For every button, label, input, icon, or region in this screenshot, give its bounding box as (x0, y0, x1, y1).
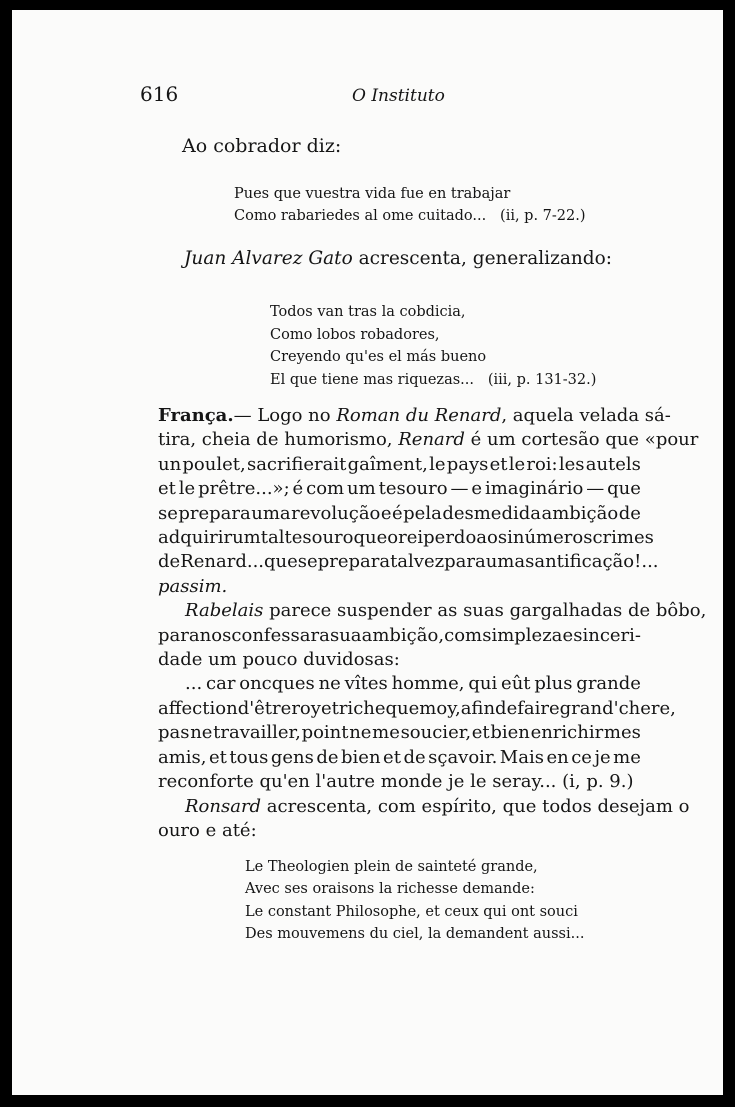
verse-line: Como lobos robadores, (270, 326, 440, 343)
word: pays (446, 453, 489, 475)
word: crimes (592, 527, 654, 549)
word: gens (270, 746, 314, 768)
word: homme, (391, 673, 465, 695)
word: qui (468, 673, 498, 695)
word: vîtes (344, 673, 388, 695)
word: se (297, 551, 318, 573)
word: simpleza (482, 624, 563, 646)
word: le (178, 478, 196, 500)
body-line: Rabelais parece suspender as suas gargalhadas de bôbo, (185, 600, 707, 622)
word: d'être (237, 697, 292, 719)
body-line (158, 477, 641, 501)
word: imaginário (484, 478, 584, 500)
body-line (158, 697, 676, 721)
word: enrichir (530, 722, 604, 744)
body-line (158, 624, 641, 648)
word: prepara (317, 551, 391, 573)
word: ne (190, 722, 213, 744)
word: se (158, 502, 178, 524)
word: plus (534, 673, 573, 695)
word: amis, (158, 746, 207, 768)
intro-line-1: Ao cobrador diz: (182, 135, 342, 157)
body-line: reconforte qu'en l'autre monde je le seray... (i, p. 9.) (158, 771, 634, 793)
word: grande (576, 673, 641, 695)
verse-line: Des mouvemens du ciel, la demandent aussi... (245, 926, 585, 943)
body-line: passim. (158, 575, 228, 597)
word: grand'chere, (559, 697, 676, 719)
word: et (489, 453, 508, 475)
word: e (562, 624, 574, 646)
word: de (158, 551, 181, 573)
word: le (429, 453, 446, 475)
word: ne (349, 722, 372, 744)
body-line (158, 721, 641, 745)
word: tal (260, 527, 285, 549)
word: et (471, 722, 490, 744)
word: mes (603, 722, 641, 744)
word: prepara (178, 502, 251, 524)
author-name: Juan Alvarez Gato (184, 248, 353, 269)
word: de (618, 502, 641, 524)
word: et (158, 478, 176, 500)
body-line (158, 502, 641, 526)
word: um (347, 478, 376, 500)
word: é (392, 502, 403, 524)
word: riche (338, 697, 386, 719)
word: talvez (390, 551, 445, 573)
word: rei (398, 527, 424, 549)
verse-line: Todos van tras la cobdicia, (270, 304, 466, 320)
word: desmedida (442, 502, 541, 524)
word: oncques (239, 673, 315, 695)
word: sinceri- (573, 624, 641, 646)
word: travailler, (213, 722, 301, 744)
word: e (380, 502, 392, 524)
word: affection (158, 697, 238, 719)
word: uma (251, 502, 291, 524)
word: perdoa (423, 527, 488, 549)
word: inúmeros (507, 527, 593, 549)
word: nos (199, 624, 232, 646)
word: soucier, (400, 722, 472, 744)
word: — (450, 478, 469, 500)
word: en (546, 746, 569, 768)
verse-1 (234, 183, 586, 227)
word: de (316, 746, 339, 768)
word: et (320, 697, 339, 719)
word: roi: (526, 453, 558, 475)
word: revolução (291, 502, 381, 524)
word: me (613, 746, 641, 768)
word: me (372, 722, 400, 744)
word: moy, (419, 697, 461, 719)
word: Mais (499, 746, 544, 768)
word: ne (318, 673, 341, 695)
verse-line: Creyendo qu'es el más bueno (270, 349, 487, 366)
word: je (594, 746, 611, 768)
word: ce (571, 746, 592, 768)
verse-line: Pues que vuestra vida fue en trabajar (234, 186, 511, 202)
word: autels (585, 453, 641, 475)
body-line (158, 746, 641, 770)
verse-line: El que tiene mas riquezas... (iii, p. 131-32.) (270, 371, 597, 388)
word: e (471, 478, 483, 500)
word: que (353, 527, 388, 549)
word: point (301, 722, 349, 744)
word: et (209, 746, 227, 768)
word: com (444, 624, 483, 646)
word: sua (329, 624, 362, 646)
verse-3 (245, 856, 584, 946)
page-number: 616 (140, 82, 179, 106)
word: faire (517, 697, 560, 719)
running-head: O Instituto (352, 86, 445, 106)
body-line: tira, cheia de humorismo, Renard é um cortesão que «pour (158, 429, 699, 451)
book-page (12, 10, 723, 1095)
word: prêtre...»; (198, 478, 290, 500)
body-line (158, 453, 641, 477)
word: de (495, 697, 518, 719)
word: eût (501, 673, 531, 695)
word: pela (403, 502, 442, 524)
word: gaîment, (347, 453, 428, 475)
word: ambição, (361, 624, 445, 646)
word: et (383, 746, 401, 768)
word: para (444, 551, 486, 573)
word: sacrifierait (246, 453, 347, 475)
word: de (403, 746, 426, 768)
word: afin (460, 697, 496, 719)
word: bien (490, 722, 530, 744)
word: uma (485, 551, 526, 573)
word: com (306, 478, 345, 500)
word: bien (341, 746, 381, 768)
word: poulet, (182, 453, 246, 475)
word: confessar (231, 624, 320, 646)
word: é (292, 478, 304, 500)
word: car (206, 673, 236, 695)
word: roy (291, 697, 321, 719)
word: adquirir (158, 527, 233, 549)
intro-line-2: Juan Alvarez Gato acrescenta, generalizando: (184, 248, 612, 269)
word: sçavoir. (428, 746, 498, 768)
word: a (319, 624, 330, 646)
word: — (586, 478, 605, 500)
word: un (158, 453, 182, 475)
word: um (232, 527, 261, 549)
body-line (158, 672, 641, 696)
word: para (158, 624, 200, 646)
verse-line: Le constant Philosophe, et ceux qui ont souci (245, 903, 578, 920)
word: que (385, 697, 420, 719)
word: tesouro (284, 527, 354, 549)
word: tous (229, 746, 269, 768)
body-line (158, 550, 659, 574)
body-line: Ronsard acrescenta, com espírito, que todos desejam o (185, 795, 690, 817)
body-line: dade um pouco duvidosas: (158, 649, 400, 671)
verse-line: Avec ses oraisons la richesse demande: (245, 881, 535, 898)
word: que (607, 478, 641, 500)
body-line: ouro e até: (158, 819, 257, 841)
word: tesouro (378, 478, 448, 500)
word: ambição (541, 502, 619, 524)
word: o (387, 527, 399, 549)
word: pas (158, 722, 190, 744)
word: les (558, 453, 585, 475)
body-line: França. — Logo no Roman du Renard , aquela velada sá- (158, 405, 671, 426)
verse-line: Como rabariedes al ome cuitado... (ii, p. 7-22.) (234, 208, 586, 224)
word: santificação!... (525, 551, 659, 573)
body-text (158, 404, 707, 843)
word: Renard... (180, 551, 265, 573)
body-line (158, 526, 654, 550)
word: os (487, 527, 508, 549)
verse-2 (270, 301, 596, 391)
word: ... (185, 673, 203, 695)
word: que (264, 551, 298, 573)
verse-line: Le Theologien plein de sainteté grande, (245, 859, 538, 875)
word: le (508, 453, 526, 475)
